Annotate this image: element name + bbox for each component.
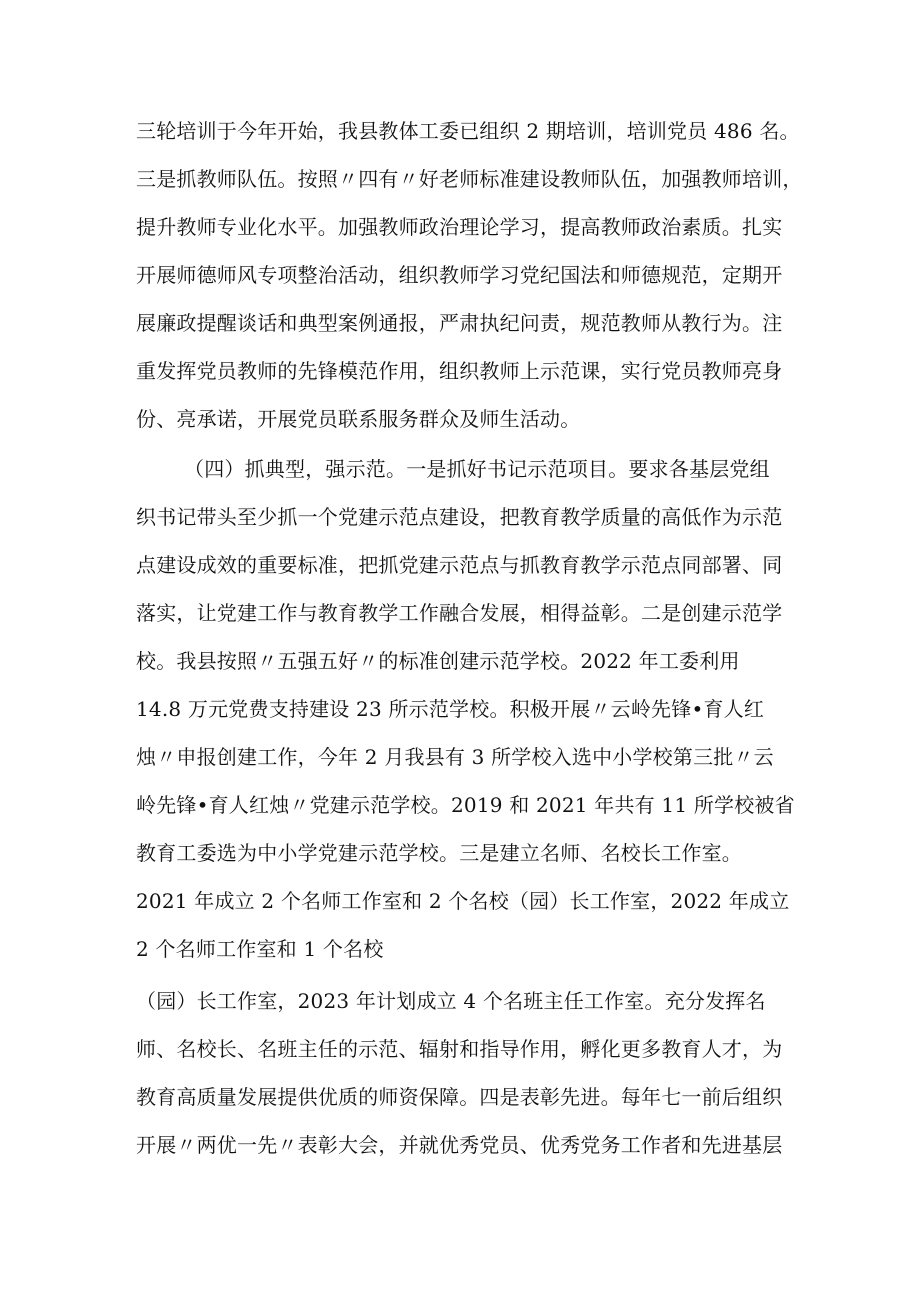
text-line: 落实，让党建工作与教育教学工作融合发展，相得益彰。二是创建示范学 [136, 601, 783, 625]
text-line: 重发挥党员教师的先锋模范作用，组织教师上示范课，实行党员教师亮身 [136, 359, 783, 383]
text-line: 点建设成效的重要标准，把抓党建示范点与抓教育教学示范点同部署、同 [136, 553, 783, 577]
text-line: 开展〃两优一先〃表彰大会，并就优秀党员、优秀党务工作者和先进基层 [136, 1133, 783, 1157]
text-line: 校。我县按照〃五强五好〃的标准创建示范学校。2022 年工委利用 [136, 649, 740, 673]
text-line: 岭先锋•育人红烛〃党建示范学校。2019 和 2021 年共有 11 所学校被省 [136, 793, 795, 817]
text-line: 开展师德师风专项整治活动，组织教师学习党纪国法和师德规范，定期开 [136, 263, 783, 287]
text-line: 师、名校长、名班主任的示范、辐射和指导作用，孵化更多教育人才，为 [136, 1037, 783, 1061]
text-line: 教育高质量发展提供优质的师资保障。四是表彰先进。每年七一前后组织 [136, 1085, 783, 1109]
text-line: 三是抓教师队伍。按照〃四有〃好老师标准建设教师队伍，加强教师培训， [136, 167, 803, 191]
text-line: 展廉政提醒谈话和典型案例通报，严肃执纪问责，规范教师从教行为。注 [136, 311, 783, 335]
text-line: 提升教师专业化水平。加强教师政治理论学习，提高教师政治素质。扎实 [136, 215, 783, 239]
text-line: 织书记带头至少抓一个党建示范点建设，把教育教学质量的高低作为示范 [136, 505, 783, 529]
text-line: 2 个名师工作室和 1 个名校 [136, 937, 384, 961]
paragraph-first-line: （四）抓典型，强示范。一是抓好书记示范项目。要求各基层党组 [184, 457, 770, 481]
text-line: （园）长工作室，2023 年计划成立 4 个名班主任工作室。充分发挥名 [136, 989, 766, 1013]
text-line: 三轮培训于今年开始，我县教体工委已组织 2 期培训，培训党员 486 名。 [136, 119, 800, 143]
text-line: 教育工委选为中小学党建示范学校。三是建立名师、名校长工作室。 [136, 841, 742, 865]
text-line: 14.8 万元党费支持建设 23 所示范学校。积极开展〃云岭先锋•育人红 [136, 697, 765, 721]
text-line: 烛〃申报创建工作，今年 2 月我县有 3 所学校入选中小学校第三批〃云 [136, 745, 774, 769]
text-line: 份、亮承诺，开展党员联系服务群众及师生活动。 [136, 407, 581, 431]
text-line: 2021 年成立 2 个名师工作室和 2 个名校（园）长工作室，2022 年成立 [136, 889, 790, 913]
